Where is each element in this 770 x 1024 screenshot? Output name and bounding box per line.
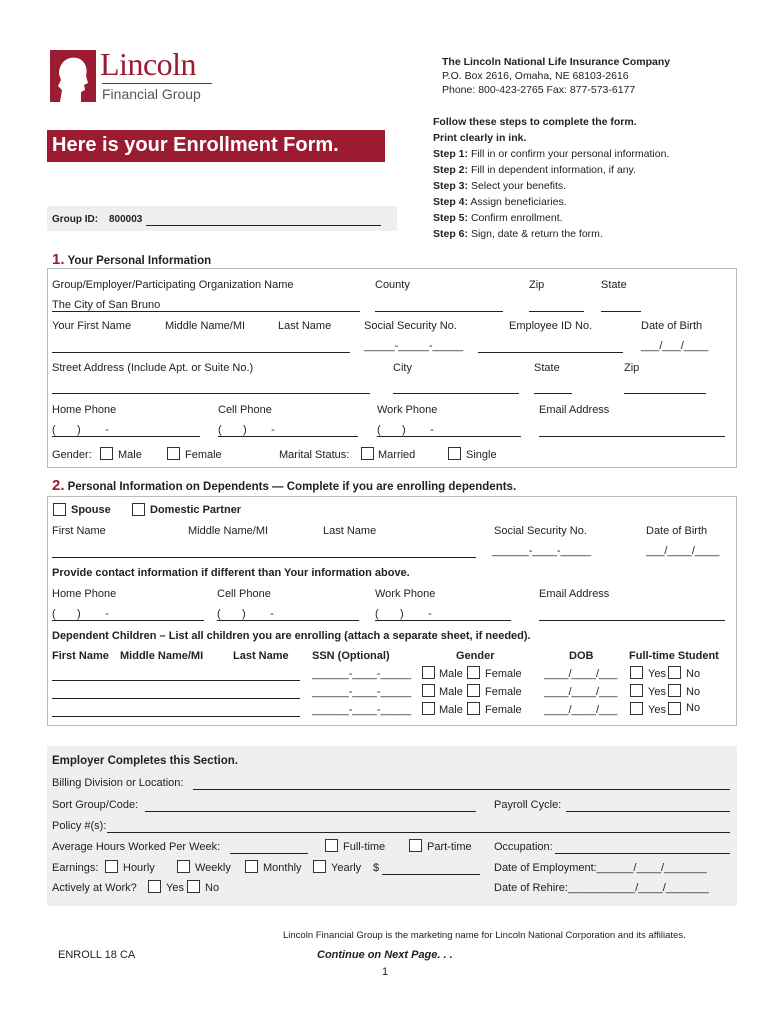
child3-female-label: Female: [485, 704, 522, 716]
cell-phone-field[interactable]: ( ) -: [218, 424, 358, 437]
col-middle-name: Middle Name/MI: [120, 650, 204, 662]
fulltime-checkbox[interactable]: [325, 839, 338, 852]
steps-intro: Follow these steps to complete the form.: [433, 116, 637, 128]
dep-ssn-label: Social Security No.: [494, 525, 587, 537]
marketing-note: Lincoln Financial Group is the marketing name for Lincoln National Corporation and its affiliates.: [283, 930, 686, 941]
lincoln-logo: [50, 46, 220, 110]
step-2: Step 2: Fill in dependent information, if any.: [433, 164, 636, 176]
org-label: Group/Employer/Participating Organization Name: [52, 279, 294, 291]
child2-male-checkbox[interactable]: [422, 684, 435, 697]
gender-female-checkbox[interactable]: [167, 447, 180, 460]
contact-note: Provide contact information if different than Your information above.: [52, 567, 410, 579]
zip2-label: Zip: [624, 362, 640, 374]
dep-work-phone-field[interactable]: ( ) -: [375, 608, 511, 621]
child2-female-checkbox[interactable]: [467, 684, 480, 697]
payroll-field[interactable]: [566, 811, 730, 812]
billing-label: Billing Division or Location:: [52, 777, 184, 789]
group-id-line: [146, 225, 381, 226]
active-yes-checkbox[interactable]: [148, 880, 161, 893]
section1-heading: 1. Your Personal Information: [52, 251, 212, 268]
policy-label: Policy #(s):: [52, 820, 107, 832]
weekly-label: Weekly: [195, 862, 231, 874]
child3-ssn-field[interactable]: ______-____-_____: [312, 704, 412, 716]
child1-female-checkbox[interactable]: [467, 666, 480, 679]
hourly-label: Hourly: [123, 862, 155, 874]
child2-yes-checkbox[interactable]: [630, 684, 643, 697]
gender-male-label: Male: [118, 449, 142, 461]
city-field[interactable]: [393, 393, 519, 394]
dep-home-phone-label: Home Phone: [52, 588, 117, 600]
dep-ssn-field[interactable]: ______-____-_____: [492, 545, 592, 557]
partner-checkbox[interactable]: [132, 503, 145, 516]
dep-name-field[interactable]: [52, 557, 476, 558]
lincoln-profile-icon: [50, 50, 100, 106]
logo-word: Lincoln: [100, 46, 197, 82]
avg-hours-field[interactable]: [230, 853, 308, 854]
dep-home-phone-field[interactable]: ( ) -: [52, 608, 204, 621]
active-yes-label: Yes: [166, 882, 184, 894]
cell-phone-label: Cell Phone: [218, 404, 272, 416]
group-id-label: Group ID:: [52, 214, 99, 225]
child3-no-checkbox[interactable]: [668, 702, 681, 715]
state-label: State: [601, 279, 627, 291]
logo-subtitle: Financial Group: [102, 86, 201, 102]
occupation-label: Occupation:: [494, 841, 553, 853]
dep-cell-phone-field[interactable]: ( ) -: [217, 608, 359, 621]
dep-last-name-label: Last Name: [323, 525, 377, 537]
continue-note: Continue on Next Page. . .: [317, 949, 453, 961]
billing-field[interactable]: [193, 789, 730, 790]
street-label: Street Address (Include Apt. or Suite No.): [52, 362, 254, 374]
col-dob: DOB: [569, 650, 594, 662]
middle-name-label: Middle Name/MI: [165, 320, 246, 332]
step-5: Step 5: Confirm enrollment.: [433, 212, 563, 224]
partner-label: Domestic Partner: [150, 504, 242, 516]
step-6: Step 6: Sign, date & return the form.: [433, 228, 603, 240]
earnings-label: Earnings:: [52, 862, 99, 874]
gender-label: Gender:: [52, 449, 92, 461]
child2-yes-label: Yes: [648, 686, 666, 698]
child3-no-label: No: [686, 702, 701, 714]
child1-yes-label: Yes: [648, 668, 666, 680]
child3-male-label: Male: [439, 704, 463, 716]
spouse-checkbox[interactable]: [53, 503, 66, 516]
company-name: The Lincoln National Life Insurance Company: [442, 56, 671, 68]
steps-ink: Print clearly in ink.: [433, 132, 527, 144]
employee-id-field[interactable]: [478, 352, 623, 353]
col-first-name: First Name: [52, 650, 109, 662]
monthly-label: Monthly: [263, 862, 302, 874]
yearly-checkbox[interactable]: [313, 860, 326, 873]
state2-label: State: [534, 362, 560, 374]
weekly-checkbox[interactable]: [177, 860, 190, 873]
fulltime-label: Full-time: [343, 841, 386, 853]
zip2-field[interactable]: [624, 393, 706, 394]
group-id-value: 800003: [109, 214, 143, 225]
email-label: Email Address: [539, 404, 610, 416]
county-label: County: [375, 279, 410, 291]
active-no-checkbox[interactable]: [187, 880, 200, 893]
col-student: Full-time Student: [629, 650, 719, 662]
work-phone-label: Work Phone: [377, 404, 438, 416]
married-checkbox[interactable]: [361, 447, 374, 460]
dor-field[interactable]: Date of Rehire:___________/____/_______: [494, 882, 709, 894]
active-no-label: No: [205, 882, 220, 894]
child3-name-field[interactable]: [52, 716, 300, 717]
street-field[interactable]: [52, 393, 370, 394]
child1-dob-field[interactable]: ____/____/___: [544, 668, 618, 680]
email-field[interactable]: [539, 436, 725, 437]
state2-field[interactable]: [534, 393, 572, 394]
marital-label: Marital Status:: [279, 449, 350, 461]
dep-dob-field[interactable]: ___/____/____: [646, 545, 720, 557]
hourly-checkbox[interactable]: [105, 860, 118, 873]
doe-field[interactable]: Date of Employment:______/____/_______: [494, 862, 707, 874]
company-phone: Phone: 800-423-2765 Fax: 877-573-6177: [442, 84, 636, 96]
child3-yes-checkbox[interactable]: [630, 702, 643, 715]
child2-ssn-field[interactable]: ______-____-_____: [312, 686, 412, 698]
step-3: Step 3: Select your benefits.: [433, 180, 567, 192]
child1-no-checkbox[interactable]: [668, 666, 681, 679]
child1-female-label: Female: [485, 668, 522, 680]
monthly-checkbox[interactable]: [245, 860, 258, 873]
home-phone-field[interactable]: ( ) -: [52, 424, 200, 437]
step-4: Step 4: Assign beneficiaries.: [433, 196, 567, 208]
ssn-field[interactable]: _____-_____-_____: [364, 340, 464, 352]
form-code: ENROLL 18 CA: [58, 949, 136, 961]
dep-email-label: Email Address: [539, 588, 610, 600]
dob-label: Date of Birth: [641, 320, 703, 332]
employee-id-label: Employee ID No.: [509, 320, 593, 332]
state-field[interactable]: [601, 311, 641, 312]
sort-group-label: Sort Group/Code:: [52, 799, 139, 811]
city-label: City: [393, 362, 412, 374]
last-name-label: Last Name: [278, 320, 332, 332]
work-phone-field[interactable]: ( ) -: [377, 424, 521, 437]
org-value: The City of San Bruno: [52, 299, 161, 311]
gender-female-label: Female: [185, 449, 222, 461]
policy-field[interactable]: [107, 832, 730, 833]
child1-no-label: No: [686, 668, 701, 680]
occupation-field[interactable]: [555, 853, 730, 854]
avg-hours-label: Average Hours Worked Per Week:: [52, 841, 221, 853]
child1-male-checkbox[interactable]: [422, 666, 435, 679]
child3-male-checkbox[interactable]: [422, 702, 435, 715]
dep-dob-label: Date of Birth: [646, 525, 708, 537]
child1-male-label: Male: [439, 668, 463, 680]
children-note: Dependent Children – List all children you are enrolling (attach a separate sheet, if needed).: [52, 630, 531, 642]
single-label: Single: [466, 449, 497, 461]
child2-name-field[interactable]: [52, 698, 300, 699]
gender-male-checkbox[interactable]: [100, 447, 113, 460]
dep-first-name-label: First Name: [52, 525, 106, 537]
child2-female-label: Female: [485, 686, 522, 698]
name-field[interactable]: [52, 352, 350, 353]
dollar-sign: $: [373, 862, 380, 874]
col-gender: Gender: [456, 650, 495, 662]
page-number: 1: [382, 966, 389, 978]
parttime-checkbox[interactable]: [409, 839, 422, 852]
child2-no-checkbox[interactable]: [668, 684, 681, 697]
step-1: Step 1: Fill in or confirm your personal information.: [433, 148, 670, 160]
child3-female-checkbox[interactable]: [467, 702, 480, 715]
company-address: P.O. Box 2616, Omaha, NE 68103-2616: [442, 70, 629, 82]
col-ssn: SSN (Optional): [312, 650, 390, 662]
banner-title: Here is your Enrollment Form.: [52, 134, 339, 156]
child3-yes-label: Yes: [648, 704, 666, 716]
child1-ssn-field[interactable]: ______-____-_____: [312, 668, 412, 680]
parttime-label: Part-time: [427, 841, 472, 853]
single-checkbox[interactable]: [448, 447, 461, 460]
dep-middle-name-label: Middle Name/MI: [188, 525, 269, 537]
earnings-field[interactable]: [382, 874, 480, 875]
section2-heading: 2. Personal Information on Dependents — Complete if you are enrolling dependents.: [52, 477, 517, 494]
org-field[interactable]: [52, 311, 360, 312]
ssn-label: Social Security No.: [364, 320, 457, 332]
active-label: Actively at Work?: [52, 882, 137, 894]
zip-label: Zip: [529, 279, 545, 291]
payroll-label: Payroll Cycle:: [494, 799, 562, 811]
group-id-box: [47, 206, 397, 231]
first-name-label: Your First Name: [52, 320, 132, 332]
child2-dob-field[interactable]: ____/____/___: [544, 686, 618, 698]
child2-no-label: No: [686, 686, 701, 698]
logo-divider: [102, 83, 212, 84]
spouse-label: Spouse: [71, 504, 111, 516]
dep-email-field[interactable]: [539, 620, 725, 621]
col-last-name: Last Name: [233, 650, 289, 662]
home-phone-label: Home Phone: [52, 404, 117, 416]
employer-title: Employer Completes this Section.: [52, 755, 238, 767]
dob-field[interactable]: ___/___/____: [641, 340, 709, 352]
dep-work-phone-label: Work Phone: [375, 588, 436, 600]
child3-dob-field[interactable]: ____/____/___: [544, 704, 618, 716]
dep-cell-phone-label: Cell Phone: [217, 588, 271, 600]
child2-male-label: Male: [439, 686, 463, 698]
zip-field[interactable]: [529, 311, 584, 312]
yearly-label: Yearly: [331, 862, 362, 874]
child1-name-field[interactable]: [52, 680, 300, 681]
child1-yes-checkbox[interactable]: [630, 666, 643, 679]
county-field[interactable]: [375, 311, 503, 312]
married-label: Married: [378, 449, 416, 461]
sort-group-field[interactable]: [145, 811, 476, 812]
